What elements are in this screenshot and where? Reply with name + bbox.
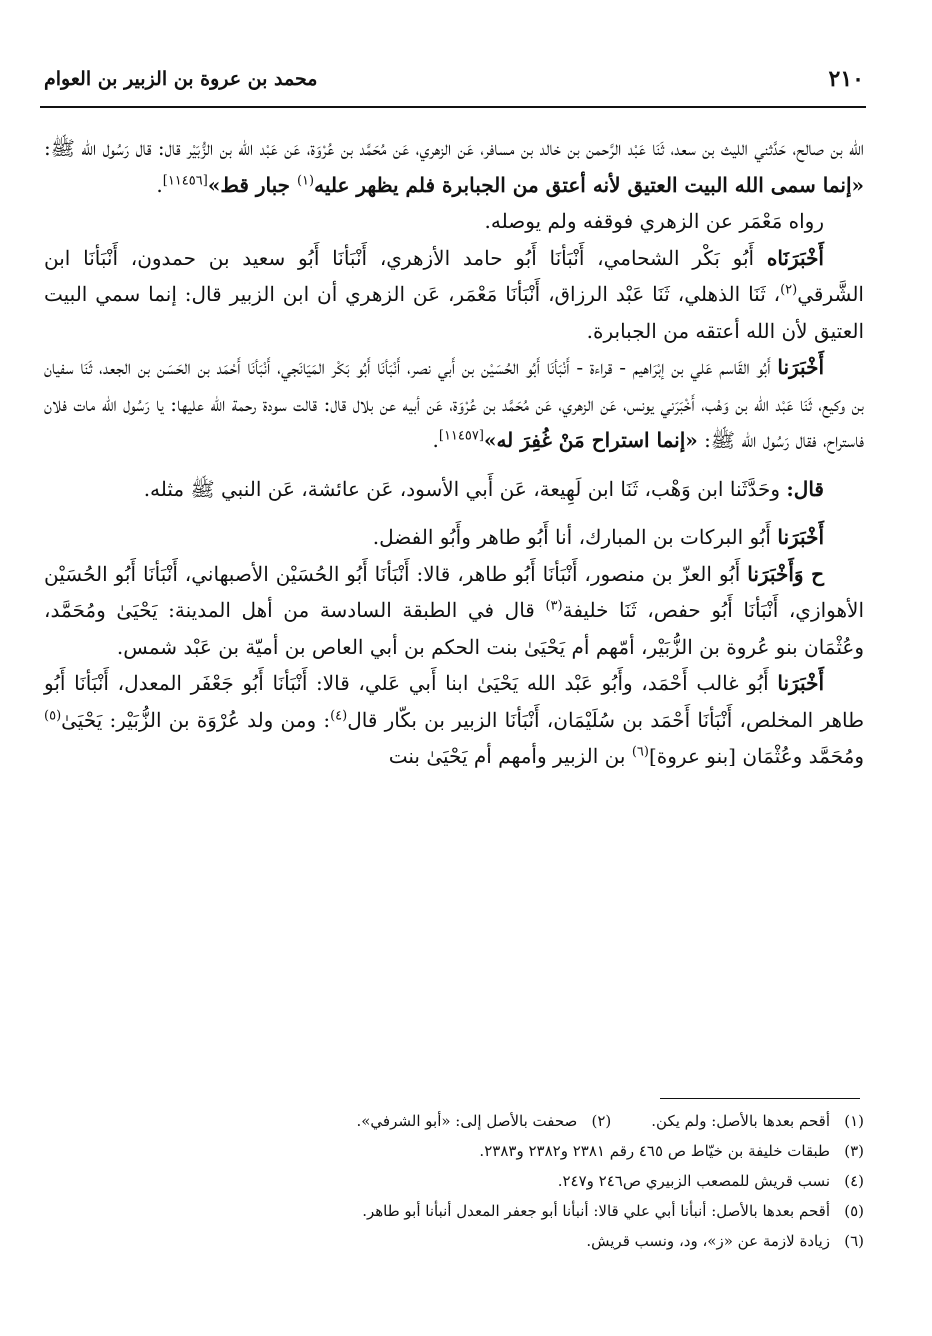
footnote-number: (٢): [591, 1112, 612, 1130]
p8-text-b: : ومن ولد عُرْوَة بن الزُّبَيْر: يَحْيَىٰ: [61, 707, 331, 732]
p7-text-a: أَبُو العزّ بن منصور، أَنْبَأنَا أَبُو طاهر، قالا: أَنْبَأنَا أَبُو الحُسَيْن الأصبهاني، أَنْبَأنَا أَبُو الحُسَيْن الأهوازي، أَنْبَأنَا أَبُو حفص، ثَنَا خليفة: [44, 561, 864, 622]
p6-lead: أَخْبَرَنا: [777, 525, 824, 549]
paragraph-8: [44, 665, 864, 775]
p4-hadith-ref: [١١٤٥٧]: [438, 428, 484, 444]
footnote-text: أقحم بعدها بالأصل: ولم يكن.: [651, 1112, 830, 1130]
p1-hadith-a: «إنما سمى الله البيت العتيق لأنه أعتق من الجبابرة فلم يظهر عليه: [314, 172, 864, 197]
p3-footnote-mark: (٢): [780, 282, 798, 298]
footnote-row: [44, 1166, 864, 1196]
p7-text-b: قال في الطبقة السادسة من أهل المدينة: يَحْيَىٰ ومُحَمَّد، وعُثْمَان بنو عُروة بن الزُّبَيْر، أمّهم أم يَحْيَىٰ بنت الحكم بن أبي العاص بن أميّة بن عَبْد شمس.: [44, 598, 864, 659]
p4-text: أَبُو القَاسم عَلي بن إبْرَاهيم - قراءة - أَنْبَأنَا أَبُو الحُسَيْن بن أَبي نصر، أَنْبَأنَا أَبُو بَكْر المَيَانَجي، أَنْبَأنَا أَحْمَد بن الحَسَن بن الجعد، ثَنَا سفيان بن وكيع، ثَنَا عَبْد الله بن وَهْب، أَخْبَرَني يونس، عَن الزهري، عَن مُحَمَّد بن عُرْوَة، عَن أبيه عن بلال قال: قالت سودة رحمة الله عليها: يا رَسُول الله مات فلان فاستراح، فقال رَسُول الله ﷺ:: [44, 355, 864, 452]
footnote-number: (٤): [844, 1172, 864, 1190]
p1-hadith-b: جبار قط»: [207, 172, 297, 197]
footnote-rule: [660, 1098, 860, 1099]
page-number: ٢١٠: [828, 66, 864, 92]
p7-footnote-mark: (٣): [545, 598, 563, 614]
paragraph-3: [44, 240, 864, 350]
p3-text-b: ، ثَنَا الذهلي، ثَنَا عَبْد الرزاق، أَنْبَأنَا مَعْمَر، عَن الزهري أن ابن الزبير قال: إنما سمي البيت العتيق لأن الله أعتقه من الجبابرة.: [44, 282, 864, 343]
paragraph-2: [44, 203, 864, 240]
p8-footnote-mark-6: (٦): [631, 744, 649, 760]
p8-lead: أَخْبَرَنا: [777, 671, 824, 695]
footnote-text: صحفت بالأصل إلى: «أبو الشرفي».: [356, 1112, 578, 1130]
paragraph-4: [44, 349, 864, 459]
footnote-row: [44, 1226, 864, 1256]
footnote-text: نسب قريش للمصعب الزبيري ص٢٤٦ و٢٤٧.: [557, 1172, 830, 1190]
footnote-number: (١): [844, 1112, 864, 1130]
running-title: محمد بن عروة بن الزبير بن العوام: [44, 68, 318, 90]
p2-text: رواه مَعْمَر عن الزهري فوقفه ولم يوصله.: [484, 209, 824, 233]
p5-text: وحَدَّثَنا ابن وَهْب، ثَنَا ابن لَهِيعة، عَن أَبي الأسود، عَن عائشة، عَن النبي ﷺ مثله.: [143, 476, 787, 501]
p3-lead: أَخْبَرَنَاه: [766, 245, 824, 270]
running-header: [44, 64, 864, 104]
p3-text-a: أَبُو بَكْر الشحامي، أَنْبَأنَا أَبُو حامد الأزهري، أَنْبَأنَا أَبُو سعيد بن حمدون، أَنْبَأنَا ابن الشَّرقي: [44, 245, 864, 306]
p4-hadith: «إنما استراح مَنْ غُفِرَ له»: [483, 428, 698, 452]
p4-lead: أَخْبَرَنا: [777, 355, 824, 379]
header-rule: [40, 106, 866, 108]
footnote-number: (٥): [844, 1202, 864, 1220]
p8-text-c: ومُحَمَّد وعُثْمَان [بنو عروة]: [648, 744, 864, 768]
paragraph-7: [44, 556, 864, 666]
p1-footnote-mark: (١): [296, 172, 315, 188]
p1-hadith-ref: [١١٤٥٦]: [162, 172, 208, 188]
footnote-row: [44, 1106, 864, 1136]
p8-footnote-mark-5: (٥): [44, 707, 62, 723]
footnote-row: [44, 1196, 864, 1226]
p8-text-a: أَبُو غالب أَحْمَد، وأَبُو عَبْد الله يَحْيَىٰ ابنا أَبي عَلي، قالا: أَنْبَأنَا أَبُو جَعْفَر المعدل، أَنْبَأنَا أَبُو طاهر المخلص، أَنْبَأنَا أَحْمَد بن سُلَيْمَان، أَنْبَأنَا الزبير بن بكّار قال: [44, 671, 864, 732]
paragraph-1: [44, 130, 864, 203]
paragraph-5: [44, 471, 864, 508]
footnote-text: زيادة لازمة عن «ز»، ود، ونسب قريش.: [586, 1232, 830, 1250]
p1-text: الله بن صالح، حَدَّثني الليث بن سعد، ثَنَا عَبْد الرَّحمن بن خالد بن مسافر، عَن الزهري، عَن مُحَمَّد بن عُرْوَة، عَن عَبْد الله بن الزُّبَيْر قال: قال رَسُول الله ﷺ:: [44, 136, 864, 160]
p7-lead: ح وَأَخْبَرَنا: [747, 561, 824, 586]
paragraph-6: [44, 519, 864, 556]
p5-lead: قال:: [786, 476, 824, 501]
footnote-text: طبقات خليفة بن خيّاط ص ٤٦٥ رقم ٢٣٨١ و٢٣٨٢ و٢٣٨٣.: [479, 1142, 830, 1160]
footnote-number: (٦): [844, 1232, 864, 1250]
main-text: [44, 130, 864, 775]
p4-end: .: [432, 428, 439, 452]
p6-text: أَبُو البركات بن المبارك، أنا أَبُو طاهر وأَبُو الفضل.: [372, 525, 778, 549]
footnotes: [44, 1106, 864, 1256]
footnote-text: أقحم بعدها بالأصل: أنبأنا أبي علي قالا: أنبأنا أبو جعفر المعدل أنبأنا أبو طاهر.: [362, 1202, 830, 1220]
p1-end: .: [156, 172, 163, 197]
footnote-row: [44, 1136, 864, 1166]
p8-text-d: بن الزبير وأمهم أم يَحْيَىٰ بنت: [388, 744, 632, 768]
p8-footnote-mark-4: (٤): [330, 707, 348, 723]
footnote-number: (٣): [844, 1142, 864, 1160]
